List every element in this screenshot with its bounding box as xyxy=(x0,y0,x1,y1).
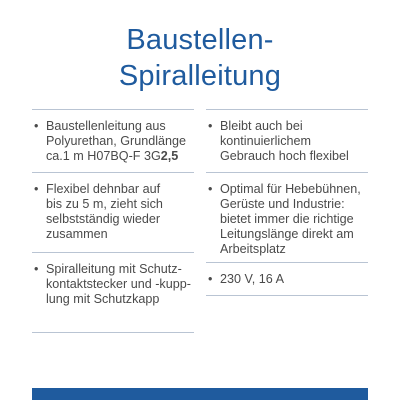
feature-flexible-text: Bleibt auch bei kontinuierlichem Gebrauch hoch flexibel xyxy=(220,119,349,163)
feature-stretch xyxy=(32,182,202,242)
feature-connector xyxy=(32,262,202,307)
feature-material-text: Baustellenleitung aus Polyurethan, Grundlänge ca.1 m H07BQ-F 3G xyxy=(46,119,187,163)
bullet-icon: • xyxy=(208,182,213,196)
page-title xyxy=(0,22,400,94)
feature-usage-text: Optimal für Hebebühnen, Gerüste und Industrie: bietet immer die richtige Leitungslänge direkt am Arbeitsplatz xyxy=(220,182,361,256)
feature-rating xyxy=(206,272,376,287)
row3-divider-right xyxy=(206,295,368,296)
feature-material xyxy=(32,119,202,164)
row3-divider-left xyxy=(32,332,194,333)
row2-divider-left xyxy=(32,252,194,253)
feature-flexible xyxy=(206,119,376,164)
feature-stretch-text: Flexibel dehnbar auf bis zu 5 m, zieht sich selbstständig wieder zusammen xyxy=(46,182,163,241)
bullet-icon: • xyxy=(34,119,39,133)
bullet-icon: • xyxy=(34,182,39,196)
top-divider-left xyxy=(32,109,194,110)
bullet-icon: • xyxy=(208,119,213,133)
title-line-1: Baustellen- xyxy=(126,24,274,56)
feature-connector-text: Spiralleitung mit Schutz- kontaktstecker und -kupp- lung mit Schutzkapp xyxy=(46,262,191,306)
row2-divider-right xyxy=(206,262,368,263)
feature-usage xyxy=(206,182,376,257)
bullet-icon: • xyxy=(208,272,213,286)
feature-rating-text: 230 V, 16 A xyxy=(220,272,284,286)
title-line-2: Spiralleitung xyxy=(118,60,282,92)
row1-divider-left xyxy=(32,172,194,173)
footer-bar xyxy=(32,388,368,400)
row1-divider-right xyxy=(206,172,368,173)
feature-material-bold: 2,5 xyxy=(160,149,179,163)
bullet-icon: • xyxy=(34,262,39,276)
top-divider-right xyxy=(206,109,368,110)
